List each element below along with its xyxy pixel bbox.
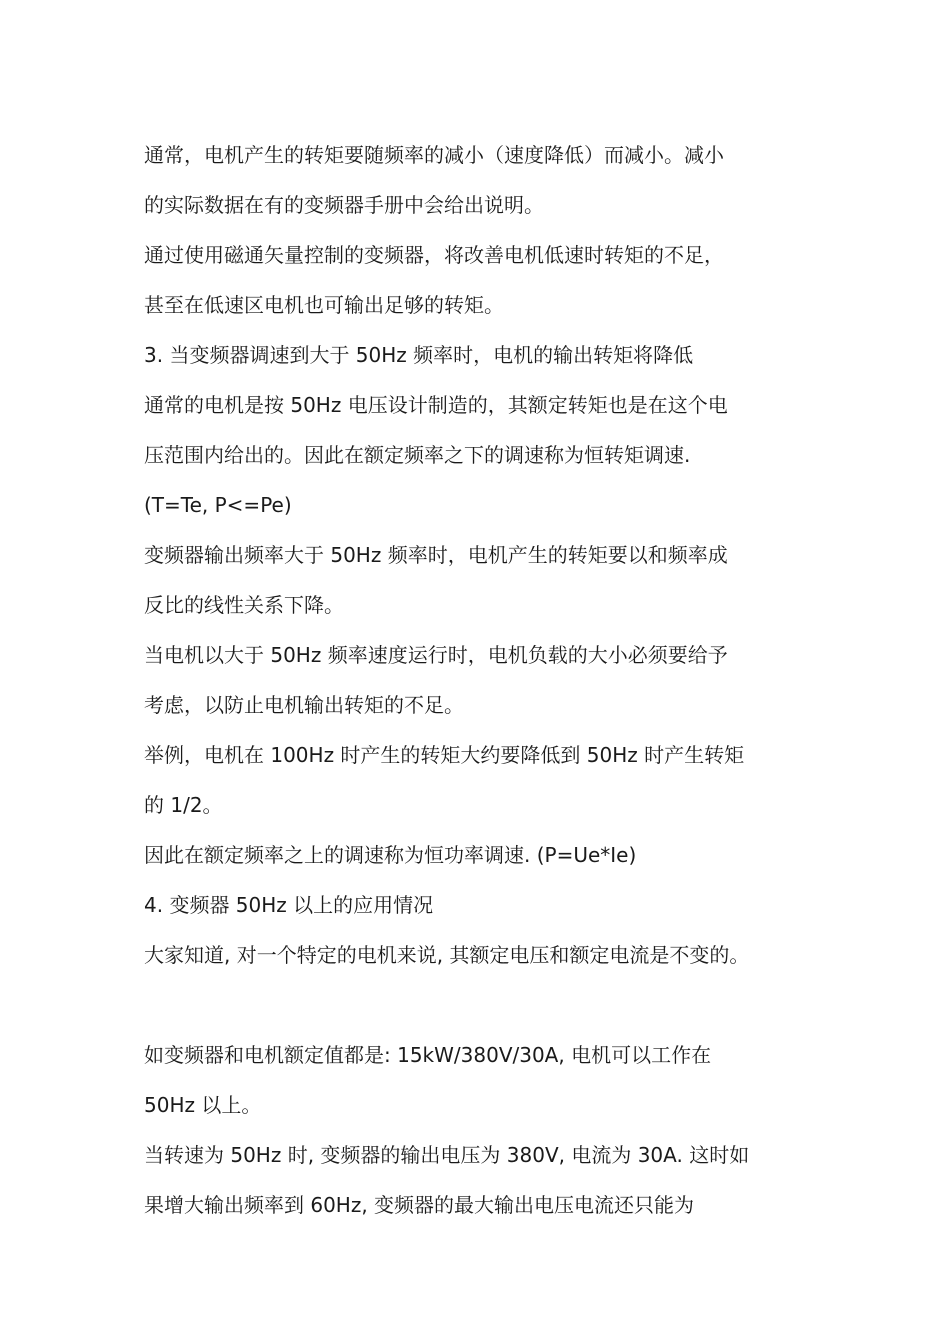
text-line: 反比的线性关系下降。 <box>144 593 344 617</box>
blank-line <box>144 980 824 1030</box>
text-line: 大家知道, 对一个特定的电机来说, 其额定电压和额定电流是不变的。 <box>144 943 750 967</box>
section-heading-3: 3. 当变频器调速到大于 50Hz 频率时，电机的输出转矩将降低 <box>144 343 694 367</box>
text-line: 如变频器和电机额定值都是: 15kW/380V/30A, 电机可以工作在 <box>144 1043 712 1067</box>
section-heading-4: 4. 变频器 50Hz 以上的应用情况 <box>144 893 434 917</box>
text-line: 变频器输出频率大于 50Hz 频率时，电机产生的转矩要以和频率成 <box>144 543 728 567</box>
formula-line: (T=Te, P<=Pe) <box>144 493 292 517</box>
text-line: 果增大输出频率到 60Hz, 变频器的最大输出电压电流还只能为 <box>144 1193 695 1217</box>
text-line: 的 1/2。 <box>144 793 223 817</box>
text-line: 因此在额定频率之上的调速称为恒功率调速. (P=Ue*Ie) <box>144 843 637 867</box>
text-line: 通常的电机是按 50Hz 电压设计制造的，其额定转矩也是在这个电 <box>144 393 728 417</box>
text-line: 当电机以大于 50Hz 频率速度运行时，电机负载的大小必须要给予 <box>144 643 728 667</box>
text-line: 举例，电机在 100Hz 时产生的转矩大约要降低到 50Hz 时产生转矩 <box>144 743 745 767</box>
text-line: 甚至在低速区电机也可输出足够的转矩。 <box>144 293 504 317</box>
text-line: 压范围内给出的。因此在额定频率之下的调速称为恒转矩调速. <box>144 443 691 467</box>
document-body <box>144 130 824 1230</box>
text-line: 通过使用磁通矢量控制的变频器，将改善电机低速时转矩的不足， <box>144 243 724 267</box>
text-line: 当转速为 50Hz 时, 变频器的输出电压为 380V, 电流为 30A. 这时如 <box>144 1143 750 1167</box>
text-line: 的实际数据在有的变频器手册中会给出说明。 <box>144 193 544 217</box>
text-line: 考虑，以防止电机输出转矩的不足。 <box>144 693 464 717</box>
text-line: 50Hz 以上。 <box>144 1093 262 1117</box>
text-line: 通常，电机产生的转矩要随频率的减小（速度降低）而减小。减小 <box>144 143 724 167</box>
